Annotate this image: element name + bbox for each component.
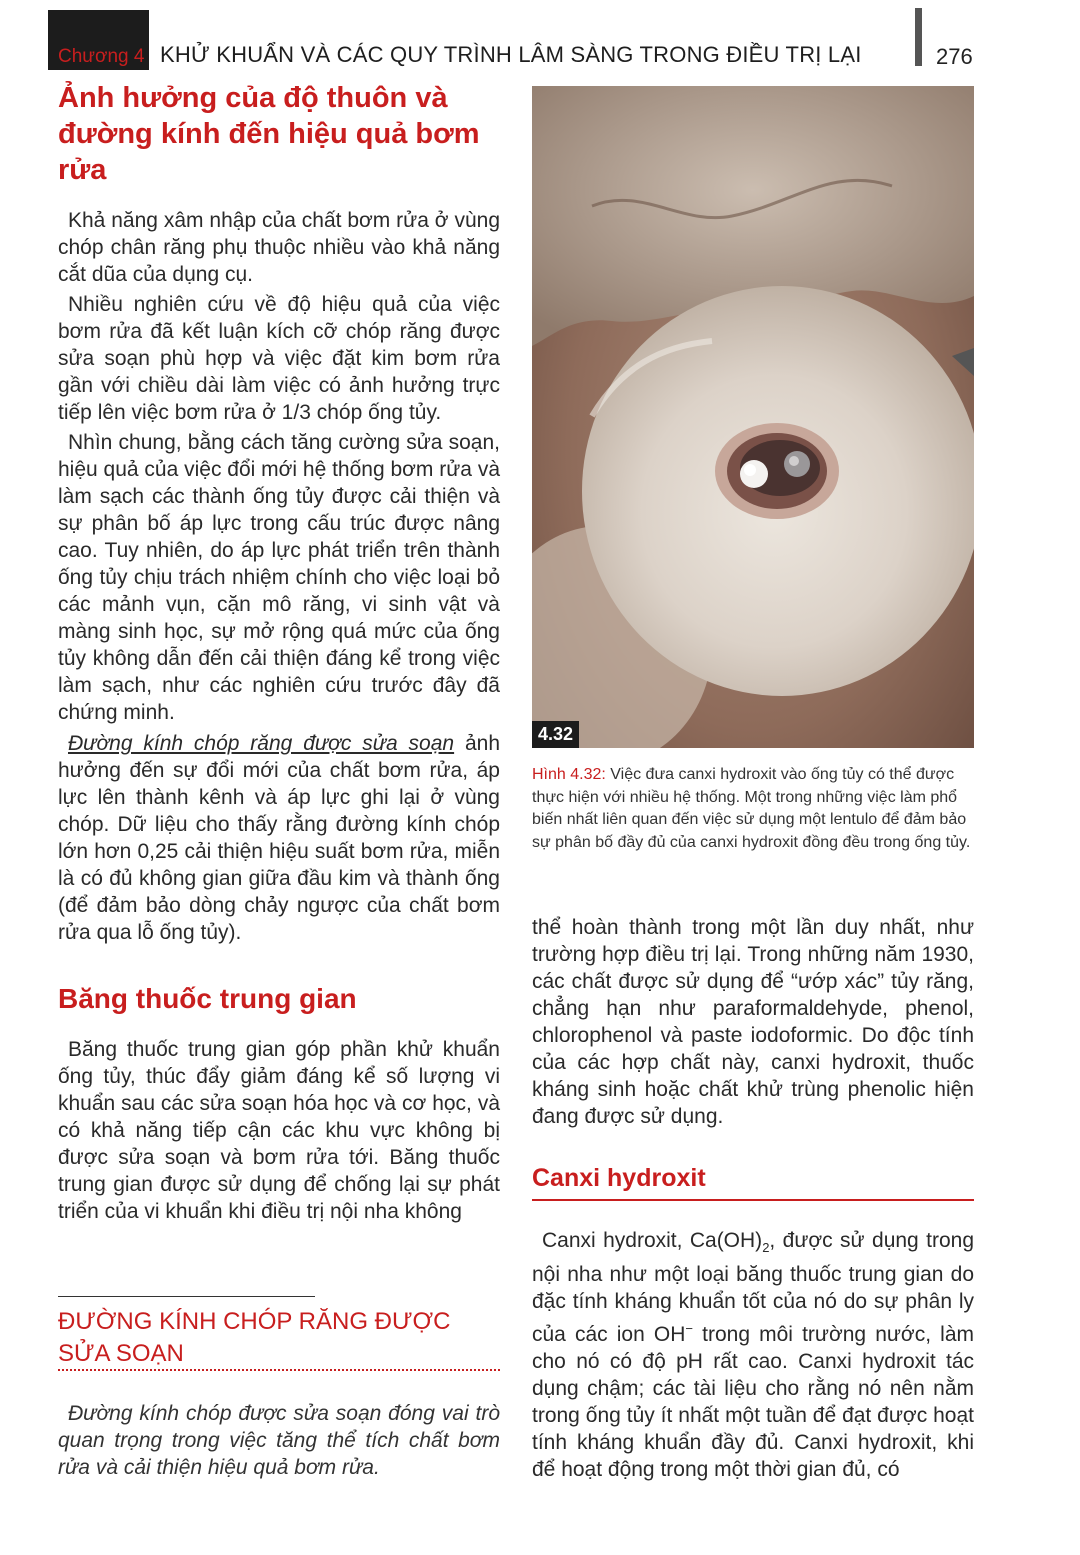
paragraph-7-a: Canxi hydroxit, Ca(OH) <box>542 1229 763 1252</box>
section-heading-dressing: Băng thuốc trung gian <box>58 983 357 1014</box>
running-title: KHỬ KHUẨN VÀ CÁC QUY TRÌNH LÂM SÀNG TRONG ĐIỀU TRỊ LẠI <box>160 42 862 67</box>
figure-tag: 4.32 <box>532 721 579 748</box>
paragraph-7 <box>532 1227 974 1483</box>
paragraph-4 <box>58 730 500 946</box>
chapter-label <box>58 46 144 68</box>
paragraph-4-rest: ảnh hưởng đến sự đổi mới của chất bơm rửa, áp lực lên thành kênh và áp lực ghi lại ở vùng chóp. Dữ liệu cho thấy rằng đường kính chóp lớn hơn 0,25 cải thiện hiệu suất bơm rửa, miễn là có đủ không gian giữa đầu kim và thành ống (để đảm bảo dòng chảy ngược của chất bơm rửa qua lỗ ống tủy). <box>58 732 500 944</box>
superscript-minus: − <box>685 1321 694 1337</box>
tooth-photo-illustration <box>532 86 974 748</box>
paragraph-7-b: , được sử dụng trong nội nha như một loại băng thuốc trung gian do đặc tính kháng khuẩn tốt của nó do sự phân ly của các ion OH <box>532 1229 974 1347</box>
box-text: Đường kính chóp được sửa soạn đóng vai trò quan trọng trong việc tăng thể tích chất bơm rửa và cải thiện hiệu quả bơm rửa. <box>58 1402 500 1479</box>
paragraph-3: Nhìn chung, bằng cách tăng cường sửa soạn, hiệu quả của việc đổi mới hệ thống bơm rửa và làm sạch các thành ống tủy được cải thiện và sự phân bố áp lực trong cấu trúc được nâng cao. Tuy nhiên, do áp lực phát triển trên thành ống tủy chịu trách nhiệm chính cho việc loại bỏ các mảnh vụn, cặn mô răng, vi sinh vật và màng sinh học, sự mở rộng quá mức của ống tủy không dẫn đến cải thiện đáng kể trong việc làm sạch, như các nghiên cứu trước đây đã chứng minh. <box>58 431 501 724</box>
emphasized-term: Đường kính chóp răng được sửa soạn <box>68 732 455 755</box>
paragraph-6: thể hoàn thành trong một lần duy nhất, như trường hợp điều trị lại. Trong những năm 1930, các chất được sử dụng để “ướp xác” tủy răng, chẳng hạn như paraformaldehyde, phenol, chlorophenol và paste iodoformic. Do độc tính của các hợp chất này, canxi hydroxit, thuốc kháng sinh hoặc chất khử trùng phenolic hiện đang được sử dụng. <box>532 916 974 1128</box>
section-heading-calcium-hydroxide: Canxi hydroxit <box>532 1164 974 1201</box>
box-dotted-rule <box>58 1369 500 1371</box>
box-rule <box>58 1296 315 1297</box>
page-header <box>0 0 1080 80</box>
chapter-number: 4 <box>133 46 145 67</box>
box-title: ĐƯỜNG KÍNH CHÓP RĂNG ĐƯỢC SỬA SOẠN <box>58 1308 451 1367</box>
paragraph-7-c: trong môi trường nước, làm cho nó có độ pH rất cao. Canxi hydroxit tác dụng chậm; các tài liệu cho rằng nó nên nằm trong ống tủy ít nhất một tuần để đạt được hoạt tính kháng khuẩn đầy đủ. Canxi hydroxit, khi để hoạt động trong một thời gian đủ, có <box>532 1323 974 1482</box>
paragraph-5: Băng thuốc trung gian góp phần khử khuẩn ống tủy, thúc đẩy giảm đáng kể số lượng vi khuẩn sau các sửa soạn hóa học và cơ học, và có khả năng tiếp cận các khu vực không bị được sửa soạn và bơm rửa tới. Băng thuốc trung gian được sử dụng để chống lại sự phát triển của vi khuẩn khi điều trị nội nha không <box>58 1038 500 1223</box>
caption-label: Hình 4.32: <box>532 766 606 783</box>
header-divider <box>915 8 922 66</box>
subscript-2: 2 <box>762 1240 770 1256</box>
figure-caption <box>532 764 974 854</box>
paragraph-1: Khả năng xâm nhập của chất bơm rửa ở vùng chóp chân răng phụ thuộc nhiều vào khả năng cắt dũa của dụng cụ. <box>58 209 500 286</box>
chapter-word: Chương <box>58 46 129 67</box>
page-number: 276 <box>936 44 973 69</box>
caption-text: Việc đưa canxi hydroxit vào ống tủy có thể được thực hiện với nhiều hệ thống. Một trong những việc làm phổ biến nhất liên quan đến việc sử dụng một lentulo để đảm bảo sự phân bố đầy đủ của canxi hydroxit đồng đều trong ống tủy. <box>532 766 971 851</box>
section-heading-taper: Ảnh hưởng của độ thuôn và đường kính đến hiệu quả bơm rửa <box>58 82 480 186</box>
paragraph-2: Nhiều nghiên cứu về độ hiệu quả của việc bơm rửa đã kết luận kích cỡ chóp răng được sửa soạn phù hợp và việc đặt kim bơm rửa gần với chiều dài làm việc có ảnh hưởng trực tiếp lên việc bơm rửa ở 1/3 chóp ống tủy. <box>58 293 500 424</box>
clinical-photo <box>532 86 974 748</box>
